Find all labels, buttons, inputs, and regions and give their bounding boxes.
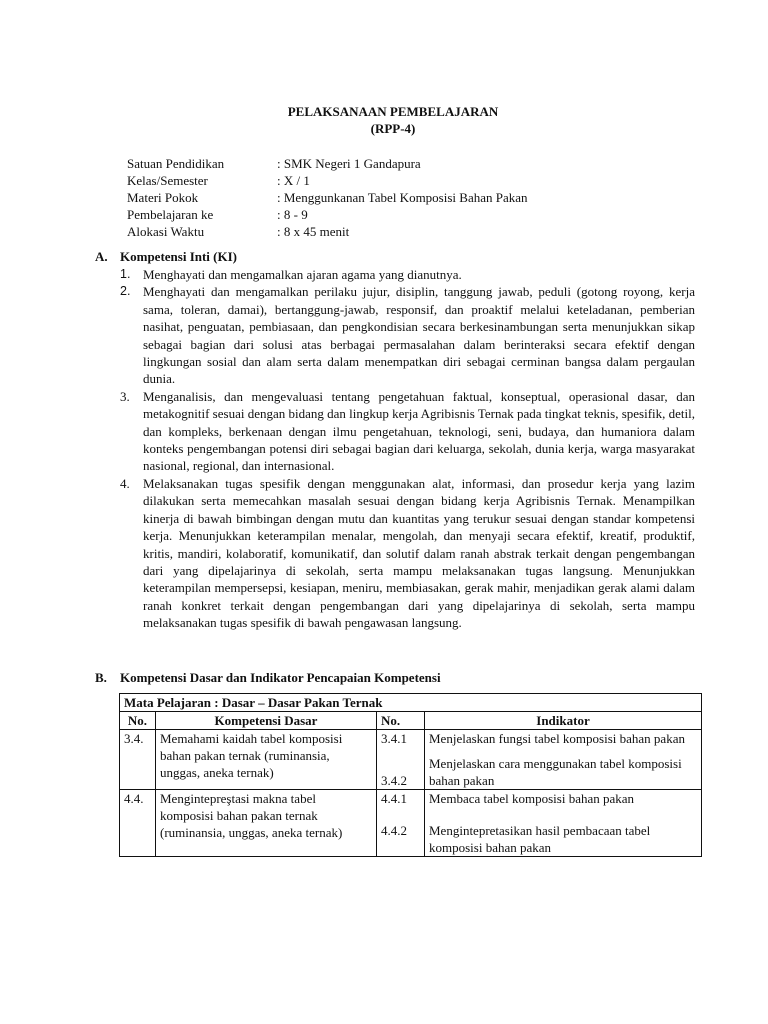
- indicator-text: Menjelaskan cara menggunakan tabel komposisi bahan pakan: [429, 756, 682, 788]
- column-header: Kompetensi Dasar: [156, 712, 377, 730]
- indicator-text: Menjelaskan fungsi tabel komposisi bahan pakan: [429, 731, 685, 746]
- meta-value: : SMK Negeri 1 Gandapura: [277, 156, 421, 171]
- indicator-numbers: [377, 730, 425, 790]
- spacer: [429, 807, 697, 822]
- list-item: [120, 283, 695, 387]
- table-subject-row: [120, 694, 702, 712]
- table-row: [120, 730, 702, 790]
- kd-number: 3.4.: [120, 730, 156, 790]
- document-title: [0, 103, 768, 137]
- meta-row: [127, 206, 528, 223]
- meta-value: : 8 - 9: [277, 207, 308, 222]
- item-number: 1.: [120, 267, 131, 281]
- title-line-1: PELAKSANAAN PEMBELAJARAN: [287, 104, 499, 119]
- indicator-number: 4.4.1: [381, 791, 407, 806]
- section-a-heading: [95, 248, 237, 265]
- column-header: Indikator: [425, 712, 702, 730]
- item-text: Menghayati dan mengamalkan perilaku jujur, disiplin, tanggung jawab, peduli (gotong royong, kerja sama, toleran, damai), bertanggung-jawab, responsif, dan proaktif melalui keteladanan, pemberian nasihat, penguatan, pembiasaan, dan pengkondisian secara berkesinambungan serta menunjukkan sikap sebagai bagian dari solusi atas berbagai permasalahan dalam berinteraksi secara efektif dengan lingkungan sosial dan alam serta dalam menempatkan diri sebagai cerminan bangsa dalam pergaulan dunia.: [143, 284, 695, 387]
- ki-list: [120, 266, 695, 632]
- section-letter: A.: [95, 249, 108, 264]
- list-item: [120, 475, 695, 632]
- section-title: Kompetensi Dasar dan Indikator Pencapaian Kompetensi: [120, 670, 441, 685]
- meta-row: [127, 223, 528, 240]
- item-number: 4.: [120, 475, 130, 491]
- table-header-row: [120, 712, 702, 730]
- section-title: Kompetensi Inti (KI): [120, 249, 237, 264]
- kd-text: Memahami kaidah tabel komposisi bahan pakan ternak (ruminansia, unggas, aneka ternak): [156, 730, 377, 790]
- subject-cell: Mata Pelajaran : Dasar – Dasar Pakan Ternak: [120, 694, 702, 712]
- list-item: [120, 266, 695, 283]
- indicator-texts: [425, 790, 702, 857]
- indicator-number: 3.4.2: [381, 773, 407, 788]
- section-b-heading: [95, 669, 441, 686]
- item-number: 3.: [120, 388, 130, 404]
- meta-value: : X / 1: [277, 173, 310, 188]
- column-header: No.: [120, 712, 156, 730]
- item-text: Menganalisis, dan mengevaluasi tentang pengetahuan faktual, konseptual, operasional dasar, dan metakognitif sesuai dengan bidang dan lingkup kerja Agribisnis Ternak pada tingkat teknis, spesifik, detil, dan kompleks, berkenaan dengan ilmu pengetahuan, teknologi, seni, budaya, dan humaniora dalam konteks pengembangan potensi diri sebagai bagian dari keluarga, sekolah, dunia kerja, warga masyarakat nasional, regional, dan internasional.: [143, 388, 695, 474]
- indicator-text: Membaca tabel komposisi bahan pakan: [429, 791, 635, 806]
- meta-label: Pembelajaran ke: [127, 207, 214, 222]
- meta-label: Satuan Pendidikan: [127, 156, 225, 171]
- column-header: No.: [377, 712, 425, 730]
- meta-value: : Menggunkanan Tabel Komposisi Bahan Pakan: [277, 190, 528, 205]
- meta-label: Materi Pokok: [127, 190, 199, 205]
- meta-row: [127, 155, 528, 172]
- competency-table: [119, 693, 702, 857]
- indicator-texts: [425, 730, 702, 790]
- identity-block: [127, 155, 528, 240]
- item-number: 2.: [120, 284, 131, 299]
- title-line-2: (RPP-4): [370, 121, 416, 136]
- kd-text: Mengintepreştasi makna tabel komposisi bahan pakan ternak (ruminansia, unggas, aneka ternak): [156, 790, 377, 857]
- spacer: [429, 747, 697, 755]
- spacer: [381, 807, 420, 822]
- meta-row: [127, 172, 528, 189]
- item-text: Melaksanakan tugas spesifik dengan menggunakan alat, informasi, dan prosedur kerja yang lazim dilakukan serta memecahkan masalah sesuai dengan bidang kerja Agribisnis Ternak. Menampilkan kinerja di bawah bimbingan dengan mutu dan kuantitas yang terukur sesuai dengan standar kompetensi kerja. Menunjukkan keterampilan menalar, mengolah, dan menyaji secara efektif, kreatif, produktif, kritis, mandiri, kolaboratif, komunikatif, dan solutif dalam ranah abstrak terkait dengan pengembangan dari yang dipelajarinya di sekolah, serta mampu melaksanakan tugas langsung. Menunjukkan keterampilan mempersepsi, kesiapan, meniru, membiasakan, gerak mahir, menjadikan gerak alami dalam ranah konkret terkait dengan pengembangan dari yang dipelajarinya di sekolah, serta mampu melaksanakan tugas spesifik di bawah pengawasan langsung.: [143, 475, 695, 631]
- indicator-numbers: [377, 790, 425, 857]
- meta-value: : 8 x 45 menit: [277, 224, 350, 239]
- indicator-text: Mengintepretasikan hasil pembacaan tabel komposisi bahan pakan: [429, 823, 651, 855]
- spacer: [381, 747, 420, 772]
- list-item: [120, 388, 695, 475]
- kd-number: 4.4.: [120, 790, 156, 857]
- meta-label: Alokasi Waktu: [127, 224, 205, 239]
- indicator-number: 4.4.2: [381, 823, 407, 838]
- table-row: [120, 790, 702, 857]
- indicator-number: 3.4.1: [381, 731, 407, 746]
- item-text: Menghayati dan mengamalkan ajaran agama yang dianutnya.: [143, 267, 462, 282]
- section-letter: B.: [95, 670, 107, 685]
- meta-label: Kelas/Semester: [127, 173, 208, 188]
- meta-row: [127, 189, 528, 206]
